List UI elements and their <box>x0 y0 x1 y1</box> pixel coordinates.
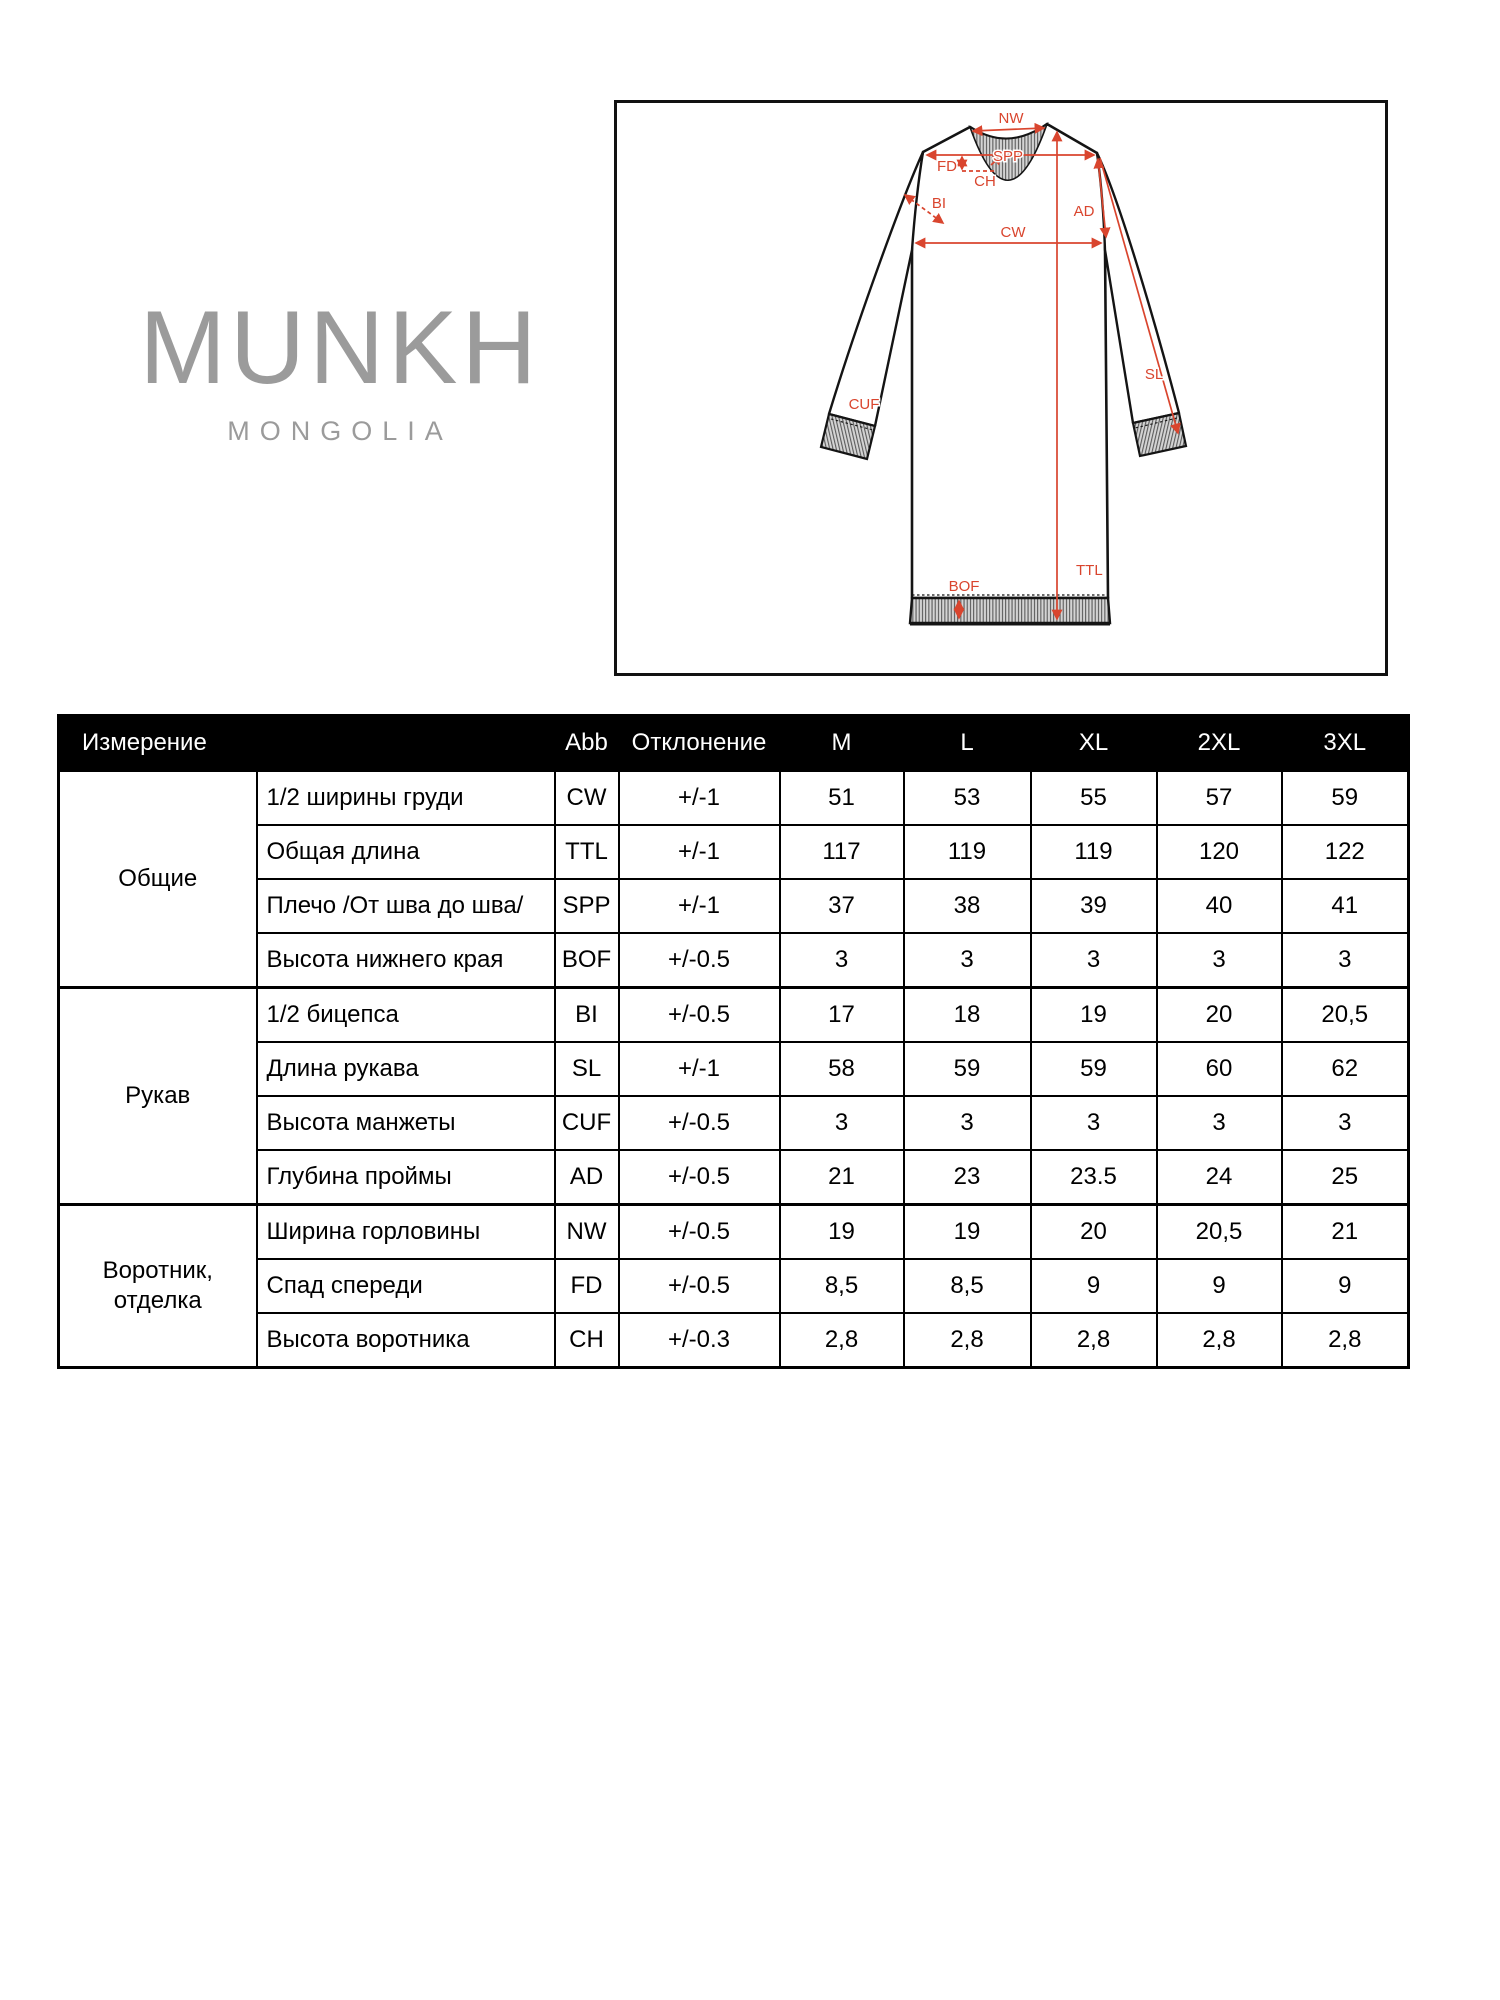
size-value: 122 <box>1282 825 1409 879</box>
size-value: 57 <box>1157 771 1282 826</box>
size-value: 59 <box>904 1042 1031 1096</box>
measurement-name: Спад спереди <box>257 1259 555 1313</box>
table-header-row <box>59 716 1409 771</box>
cuf-label: CUF <box>848 396 880 413</box>
size-value: 19 <box>780 1205 904 1260</box>
size-value: 2,8 <box>780 1313 904 1368</box>
hem-band <box>910 598 1110 623</box>
bi-label: BI <box>931 195 947 212</box>
size-value: 3 <box>780 933 904 988</box>
header-deviation: Отклонение <box>619 716 780 771</box>
size-value: 23 <box>904 1150 1031 1205</box>
size-value: 17 <box>780 988 904 1043</box>
cw-label: CW <box>1000 224 1026 241</box>
garment-left-sleeve <box>829 152 923 426</box>
abb-value: BI <box>555 988 619 1043</box>
size-value: 2,8 <box>1282 1313 1409 1368</box>
size-value: 9 <box>1157 1259 1282 1313</box>
ch-label: CH <box>974 173 996 190</box>
size-value: 25 <box>1282 1150 1409 1205</box>
size-value: 3 <box>904 933 1031 988</box>
deviation-value: +/-1 <box>619 825 780 879</box>
size-value: 41 <box>1282 879 1409 933</box>
size-value: 60 <box>1157 1042 1282 1096</box>
size-value: 23.5 <box>1031 1150 1157 1205</box>
measurement-name: Плечо /От шва до шва/ <box>257 879 555 933</box>
measurement-name: Высота нижнего края <box>257 933 555 988</box>
diagram-frame <box>614 100 1388 676</box>
size-value: 3 <box>780 1096 904 1150</box>
measurement-name: Ширина горловины <box>257 1205 555 1260</box>
size-value: 2,8 <box>904 1313 1031 1368</box>
nw-arrow <box>973 128 1044 131</box>
table-row <box>59 879 1409 933</box>
size-value: 8,5 <box>904 1259 1031 1313</box>
size-value: 3 <box>1031 933 1157 988</box>
size-value: 38 <box>904 879 1031 933</box>
deviation-value: +/-0.5 <box>619 1205 780 1260</box>
size-value: 3 <box>1282 933 1409 988</box>
deviation-value: +/-1 <box>619 879 780 933</box>
table-row <box>59 1150 1409 1205</box>
size-value: 21 <box>780 1150 904 1205</box>
nw-label: NW <box>998 110 1024 127</box>
size-value: 3 <box>1031 1096 1157 1150</box>
header-size-l: L <box>904 716 1031 771</box>
measurement-name: Общая длина <box>257 825 555 879</box>
size-value: 19 <box>904 1205 1031 1260</box>
size-value: 20 <box>1157 988 1282 1043</box>
spp-label: SPP <box>992 148 1024 165</box>
abb-value: CUF <box>555 1096 619 1150</box>
measurement-name: Длина рукава <box>257 1042 555 1096</box>
size-value: 2,8 <box>1157 1313 1282 1368</box>
brand-name: MUNKH <box>139 290 541 406</box>
table-row <box>59 771 1409 826</box>
abb-value: CW <box>555 771 619 826</box>
abb-value: TTL <box>555 825 619 879</box>
abb-value: FD <box>555 1259 619 1313</box>
header-size-3xl: 3XL <box>1282 716 1409 771</box>
abb-value: NW <box>555 1205 619 1260</box>
size-value: 18 <box>904 988 1031 1043</box>
deviation-value: +/-0.5 <box>619 1150 780 1205</box>
bof-label: BOF <box>948 578 980 595</box>
measurement-name: Глубина проймы <box>257 1150 555 1205</box>
abb-value: AD <box>555 1150 619 1205</box>
size-value: 59 <box>1282 771 1409 826</box>
size-value: 40 <box>1157 879 1282 933</box>
measurement-name: Высота воротника <box>257 1313 555 1368</box>
garment-diagram <box>617 103 1385 673</box>
header-size-m: M <box>780 716 904 771</box>
deviation-value: +/-1 <box>619 771 780 826</box>
size-value: 59 <box>1031 1042 1157 1096</box>
abb-value: SPP <box>555 879 619 933</box>
size-value: 120 <box>1157 825 1282 879</box>
measurement-name: 1/2 ширины груди <box>257 771 555 826</box>
size-value: 37 <box>780 879 904 933</box>
size-value: 62 <box>1282 1042 1409 1096</box>
size-value: 3 <box>904 1096 1031 1150</box>
group-label-general: Общие <box>59 771 257 988</box>
size-value: 8,5 <box>780 1259 904 1313</box>
table-row <box>59 1205 1409 1260</box>
measurement-name: 1/2 бицепса <box>257 988 555 1043</box>
size-value: 3 <box>1282 1096 1409 1150</box>
size-value: 24 <box>1157 1150 1282 1205</box>
table-row <box>59 1313 1409 1368</box>
size-value: 9 <box>1282 1259 1409 1313</box>
table-row <box>59 1096 1409 1150</box>
measurement-name: Высота манжеты <box>257 1096 555 1150</box>
brand-logo <box>126 290 554 447</box>
size-value: 119 <box>904 825 1031 879</box>
deviation-value: +/-0.5 <box>619 933 780 988</box>
deviation-value: +/-0.5 <box>619 1259 780 1313</box>
header-abb: Abb <box>555 716 619 771</box>
ad-label: AD <box>1073 203 1095 220</box>
table-row <box>59 825 1409 879</box>
table-row <box>59 933 1409 988</box>
size-value: 21 <box>1282 1205 1409 1260</box>
header-size-xl: XL <box>1031 716 1157 771</box>
ttl-label: TTL <box>1076 562 1103 579</box>
fd-label: FD <box>937 158 957 175</box>
size-value: 55 <box>1031 771 1157 826</box>
abb-value: CH <box>555 1313 619 1368</box>
size-value: 117 <box>780 825 904 879</box>
group-label-sleeve: Рукав <box>59 988 257 1205</box>
size-value: 53 <box>904 771 1031 826</box>
size-value: 51 <box>780 771 904 826</box>
sl-label: SL <box>1144 366 1164 383</box>
abb-value: SL <box>555 1042 619 1096</box>
size-value: 20 <box>1031 1205 1157 1260</box>
size-value: 9 <box>1031 1259 1157 1313</box>
size-value: 119 <box>1031 825 1157 879</box>
size-value: 58 <box>780 1042 904 1096</box>
deviation-value: +/-0.5 <box>619 988 780 1043</box>
deviation-value: +/-0.3 <box>619 1313 780 1368</box>
header-size-2xl: 2XL <box>1157 716 1282 771</box>
size-value: 20,5 <box>1157 1205 1282 1260</box>
abb-value: BOF <box>555 933 619 988</box>
brand-subtitle: MONGOLIA <box>227 416 453 446</box>
size-value: 3 <box>1157 1096 1282 1150</box>
table-row <box>59 1042 1409 1096</box>
table-row <box>59 988 1409 1043</box>
deviation-value: +/-0.5 <box>619 1096 780 1150</box>
size-value: 39 <box>1031 879 1157 933</box>
size-table <box>57 714 1410 1369</box>
table-row <box>59 1259 1409 1313</box>
size-value: 2,8 <box>1031 1313 1157 1368</box>
size-value: 19 <box>1031 988 1157 1043</box>
group-label-collar: Воротник, отделка <box>59 1205 257 1368</box>
size-value: 20,5 <box>1282 988 1409 1043</box>
size-value: 3 <box>1157 933 1282 988</box>
deviation-value: +/-1 <box>619 1042 780 1096</box>
header-measurement: Измерение <box>59 716 555 771</box>
